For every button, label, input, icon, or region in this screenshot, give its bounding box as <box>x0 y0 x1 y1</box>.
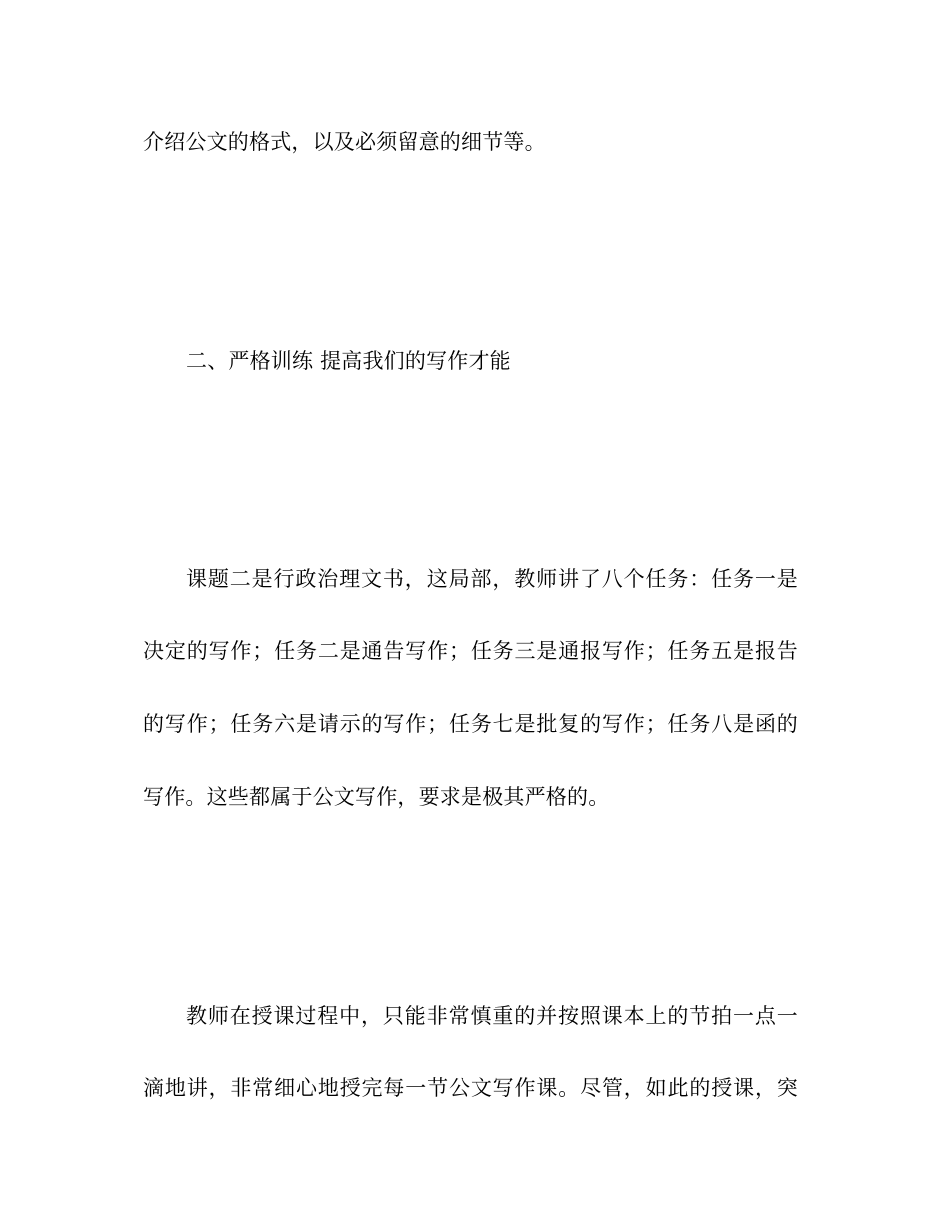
paragraph-line: 决定的写作；任务二是通告写作；任务三是通报写作；任务五是报告 <box>143 639 798 663</box>
paragraph-line: 写作。这些都属于公文写作，要求是极其严格的。 <box>143 785 610 809</box>
section-heading: 二、严格训练 提高我们的写作才能 <box>186 349 511 373</box>
paragraph-line: 滴地讲，非常细心地授完每一节公文写作课。尽管，如此的授课，突 <box>143 1076 798 1100</box>
paragraph-line: 的写作；任务六是请示的写作；任务七是批复的写作；任务八是函的 <box>143 712 798 736</box>
paragraph-line: 介绍公文的格式，以及必须留意的细节等。 <box>143 130 546 154</box>
paragraph-line: 课题二是行政治理文书，这局部，教师讲了八个任务：任务一是 <box>186 567 798 591</box>
paragraph-line: 教师在授课过程中，只能非常慎重的并按照课本上的节拍一点一 <box>186 1004 798 1028</box>
